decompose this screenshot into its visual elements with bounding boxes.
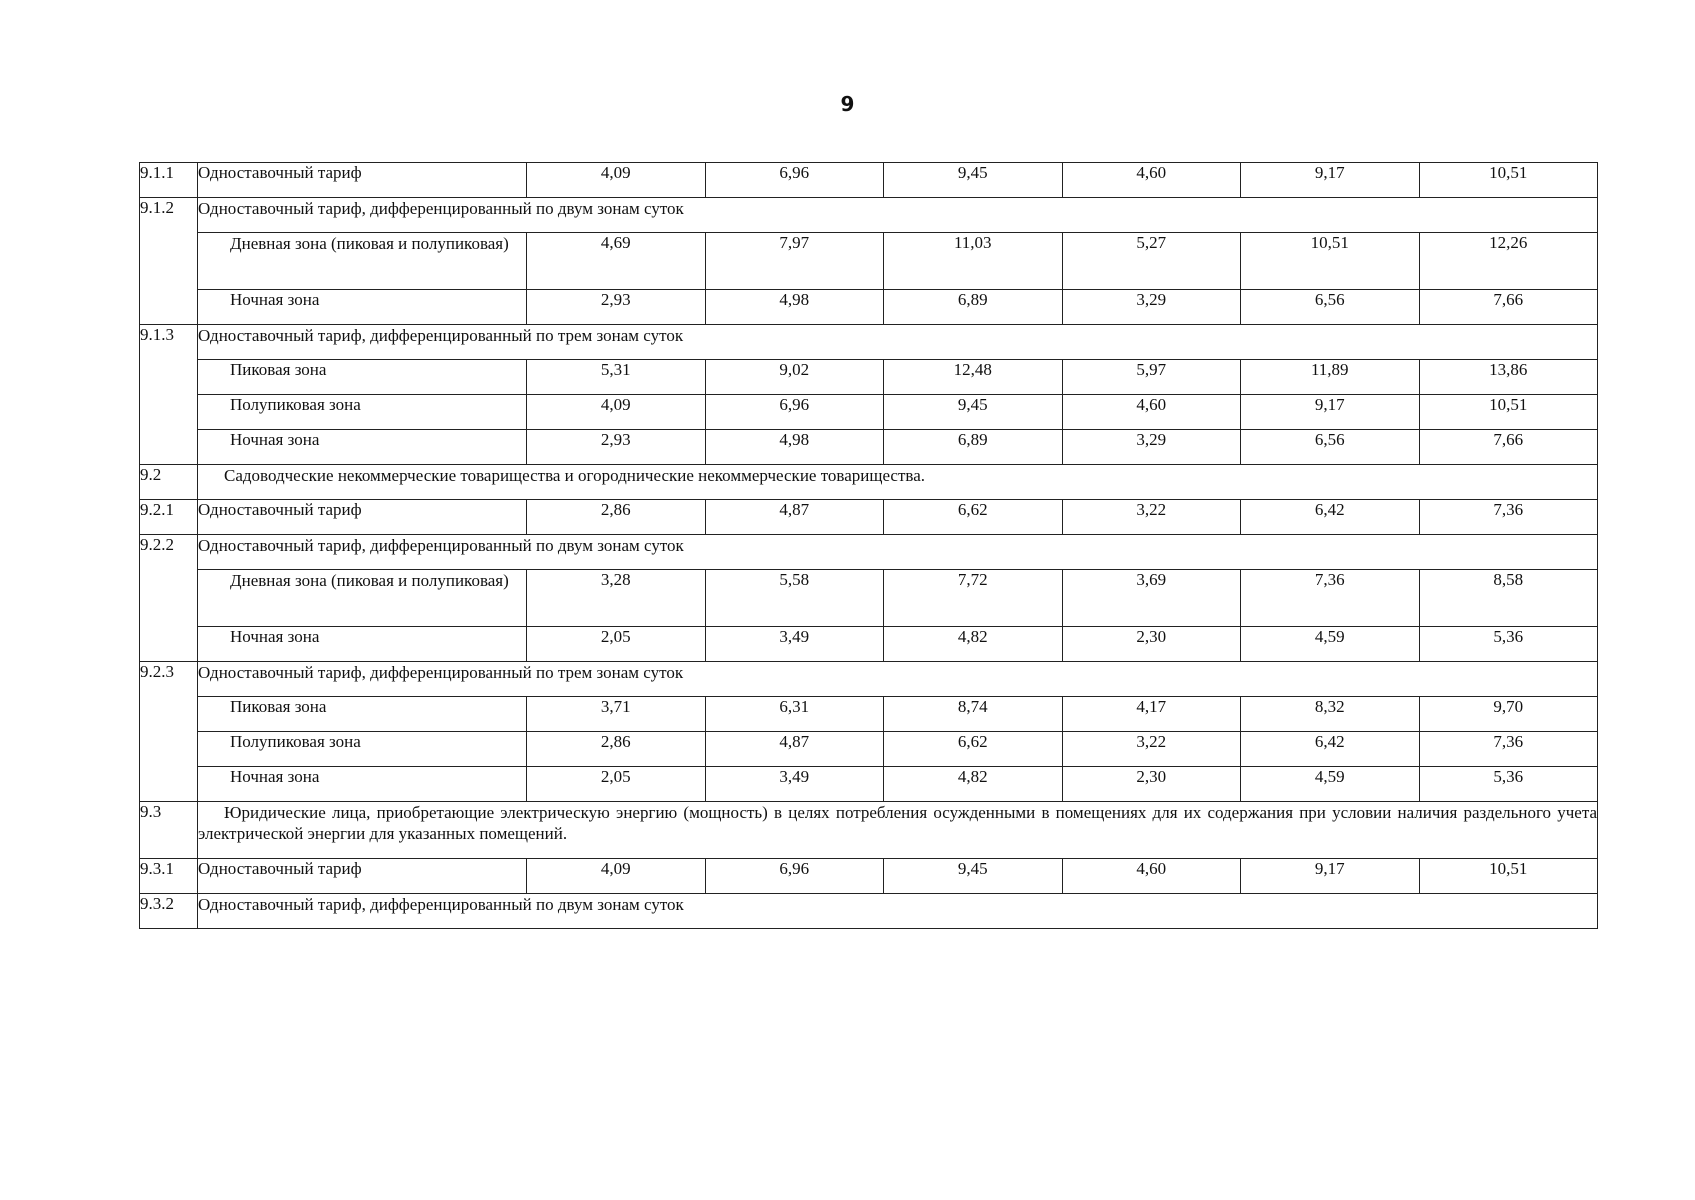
group-number: 9.2.2 bbox=[140, 535, 198, 662]
group-title: Одноставочный тариф, дифференцированный по двум зонам суток bbox=[198, 535, 1598, 570]
tariff-value: 8,32 bbox=[1241, 697, 1420, 732]
tariff-value: 6,96 bbox=[705, 163, 884, 198]
tariff-value: 7,66 bbox=[1419, 290, 1598, 325]
tariff-value: 7,36 bbox=[1419, 500, 1598, 535]
tariff-value: 6,42 bbox=[1241, 500, 1420, 535]
tariff-value: 7,66 bbox=[1419, 430, 1598, 465]
tariff-value: 9,17 bbox=[1241, 859, 1420, 894]
tariff-value: 5,97 bbox=[1062, 360, 1241, 395]
tariff-value: 6,62 bbox=[884, 500, 1063, 535]
tariff-value: 4,09 bbox=[527, 163, 706, 198]
tariff-value: 2,05 bbox=[527, 767, 706, 802]
table-row bbox=[140, 767, 1598, 802]
tariff-value: 6,89 bbox=[884, 290, 1063, 325]
section-number: 9.3 bbox=[140, 802, 198, 859]
tariff-value: 7,36 bbox=[1419, 732, 1598, 767]
group-title: Одноставочный тариф, дифференцированный по двум зонам суток bbox=[198, 198, 1598, 233]
group-title: Одноставочный тариф, дифференцированный по двум зонам суток bbox=[198, 894, 1598, 929]
tariff-value: 3,69 bbox=[1062, 570, 1241, 627]
tariff-value: 10,51 bbox=[1241, 233, 1420, 290]
tariff-value: 10,51 bbox=[1419, 163, 1598, 198]
tariff-value: 9,45 bbox=[884, 395, 1063, 430]
tariff-value: 12,26 bbox=[1419, 233, 1598, 290]
section-title: Юридические лица, приобретающие электрическую энергию (мощность) в целях потребления осужденными в помещениях для их содержания при условии наличия раздельного учета электрической энергии для указанных помещений. bbox=[198, 802, 1598, 859]
tariff-value: 4,60 bbox=[1062, 395, 1241, 430]
tariff-value: 4,98 bbox=[705, 430, 884, 465]
tariff-value: 5,36 bbox=[1419, 767, 1598, 802]
tariff-value: 4,69 bbox=[527, 233, 706, 290]
section-row bbox=[140, 802, 1598, 859]
tariff-value: 3,22 bbox=[1062, 732, 1241, 767]
tariff-value: 3,22 bbox=[1062, 500, 1241, 535]
table-row bbox=[140, 360, 1598, 395]
tariff-value: 4,17 bbox=[1062, 697, 1241, 732]
tariff-value: 4,09 bbox=[527, 395, 706, 430]
table-row bbox=[140, 290, 1598, 325]
table-row bbox=[140, 395, 1598, 430]
tariff-value: 6,56 bbox=[1241, 290, 1420, 325]
tariff-value: 5,31 bbox=[527, 360, 706, 395]
group-number: 9.3.2 bbox=[140, 894, 198, 929]
tariff-value: 5,58 bbox=[705, 570, 884, 627]
tariff-value: 3,28 bbox=[527, 570, 706, 627]
table-row bbox=[140, 430, 1598, 465]
row-name: Дневная зона (пиковая и полупиковая) bbox=[198, 570, 527, 627]
row-name: Полупиковая зона bbox=[198, 395, 527, 430]
tariff-value: 3,71 bbox=[527, 697, 706, 732]
tariff-value: 4,60 bbox=[1062, 859, 1241, 894]
section-title: Садоводческие некоммерческие товарищества и огороднические некоммерческие товарищества. bbox=[198, 465, 1598, 500]
group-number: 9.1.3 bbox=[140, 325, 198, 465]
tariff-value: 9,45 bbox=[884, 859, 1063, 894]
table-row bbox=[140, 500, 1598, 535]
tariff-value: 4,82 bbox=[884, 627, 1063, 662]
group-header-row bbox=[140, 894, 1598, 929]
tariff-value: 3,49 bbox=[705, 767, 884, 802]
tariff-value: 4,60 bbox=[1062, 163, 1241, 198]
row-name: Пиковая зона bbox=[198, 697, 527, 732]
tariff-value: 6,56 bbox=[1241, 430, 1420, 465]
row-number: 9.3.1 bbox=[140, 859, 198, 894]
row-name: Пиковая зона bbox=[198, 360, 527, 395]
row-name: Ночная зона bbox=[198, 290, 527, 325]
tariff-value: 7,36 bbox=[1241, 570, 1420, 627]
tariff-value: 8,74 bbox=[884, 697, 1063, 732]
tariff-value: 6,42 bbox=[1241, 732, 1420, 767]
tariff-value: 5,36 bbox=[1419, 627, 1598, 662]
tariff-value: 6,31 bbox=[705, 697, 884, 732]
row-number: 9.1.1 bbox=[140, 163, 198, 198]
tariff-value: 9,17 bbox=[1241, 163, 1420, 198]
tariff-value: 2,05 bbox=[527, 627, 706, 662]
tariff-value: 7,72 bbox=[884, 570, 1063, 627]
tariff-value: 6,89 bbox=[884, 430, 1063, 465]
tariff-value: 4,87 bbox=[705, 732, 884, 767]
tariff-value: 3,29 bbox=[1062, 430, 1241, 465]
section-row bbox=[140, 465, 1598, 500]
tariff-value: 9,45 bbox=[884, 163, 1063, 198]
table-row bbox=[140, 627, 1598, 662]
tariff-value: 6,62 bbox=[884, 732, 1063, 767]
row-name: Одноставочный тариф bbox=[198, 163, 527, 198]
group-title: Одноставочный тариф, дифференцированный по трем зонам суток bbox=[198, 325, 1598, 360]
table-row bbox=[140, 233, 1598, 290]
group-number: 9.2.3 bbox=[140, 662, 198, 802]
row-name: Одноставочный тариф bbox=[198, 500, 527, 535]
group-header-row bbox=[140, 535, 1598, 570]
group-header-row bbox=[140, 198, 1598, 233]
group-header-row bbox=[140, 662, 1598, 697]
table-row bbox=[140, 163, 1598, 198]
tariff-value: 9,02 bbox=[705, 360, 884, 395]
tariff-value: 5,27 bbox=[1062, 233, 1241, 290]
row-name: Ночная зона bbox=[198, 430, 527, 465]
tariff-value: 9,70 bbox=[1419, 697, 1598, 732]
row-name: Дневная зона (пиковая и полупиковая) bbox=[198, 233, 527, 290]
tariff-value: 2,30 bbox=[1062, 627, 1241, 662]
tariff-value: 4,98 bbox=[705, 290, 884, 325]
row-name: Ночная зона bbox=[198, 767, 527, 802]
section-number: 9.2 bbox=[140, 465, 198, 500]
row-name: Ночная зона bbox=[198, 627, 527, 662]
tariff-value: 3,49 bbox=[705, 627, 884, 662]
row-name: Одноставочный тариф bbox=[198, 859, 527, 894]
tariff-value: 9,17 bbox=[1241, 395, 1420, 430]
table-row bbox=[140, 732, 1598, 767]
row-number: 9.2.1 bbox=[140, 500, 198, 535]
tariff-value: 6,96 bbox=[705, 395, 884, 430]
tariff-value: 4,59 bbox=[1241, 767, 1420, 802]
tariff-value: 3,29 bbox=[1062, 290, 1241, 325]
tariff-table bbox=[139, 162, 1598, 929]
tariff-value: 2,86 bbox=[527, 500, 706, 535]
group-title: Одноставочный тариф, дифференцированный по трем зонам суток bbox=[198, 662, 1598, 697]
tariff-value: 7,97 bbox=[705, 233, 884, 290]
tariff-value: 6,96 bbox=[705, 859, 884, 894]
tariff-value: 2,86 bbox=[527, 732, 706, 767]
tariff-value: 11,03 bbox=[884, 233, 1063, 290]
tariff-value: 2,93 bbox=[527, 430, 706, 465]
tariff-value: 13,86 bbox=[1419, 360, 1598, 395]
tariff-value: 12,48 bbox=[884, 360, 1063, 395]
tariff-value: 10,51 bbox=[1419, 395, 1598, 430]
group-header-row bbox=[140, 325, 1598, 360]
tariff-value: 4,09 bbox=[527, 859, 706, 894]
tariff-table-body bbox=[140, 163, 1598, 929]
tariff-value: 4,87 bbox=[705, 500, 884, 535]
group-number: 9.1.2 bbox=[140, 198, 198, 325]
tariff-value: 2,93 bbox=[527, 290, 706, 325]
table-row bbox=[140, 570, 1598, 627]
table-row bbox=[140, 697, 1598, 732]
tariff-value: 2,30 bbox=[1062, 767, 1241, 802]
table-row bbox=[140, 859, 1598, 894]
tariff-value: 10,51 bbox=[1419, 859, 1598, 894]
tariff-value: 11,89 bbox=[1241, 360, 1420, 395]
tariff-value: 4,59 bbox=[1241, 627, 1420, 662]
tariff-value: 4,82 bbox=[884, 767, 1063, 802]
tariff-value: 8,58 bbox=[1419, 570, 1598, 627]
page-number: 9 bbox=[840, 92, 855, 116]
row-name: Полупиковая зона bbox=[198, 732, 527, 767]
